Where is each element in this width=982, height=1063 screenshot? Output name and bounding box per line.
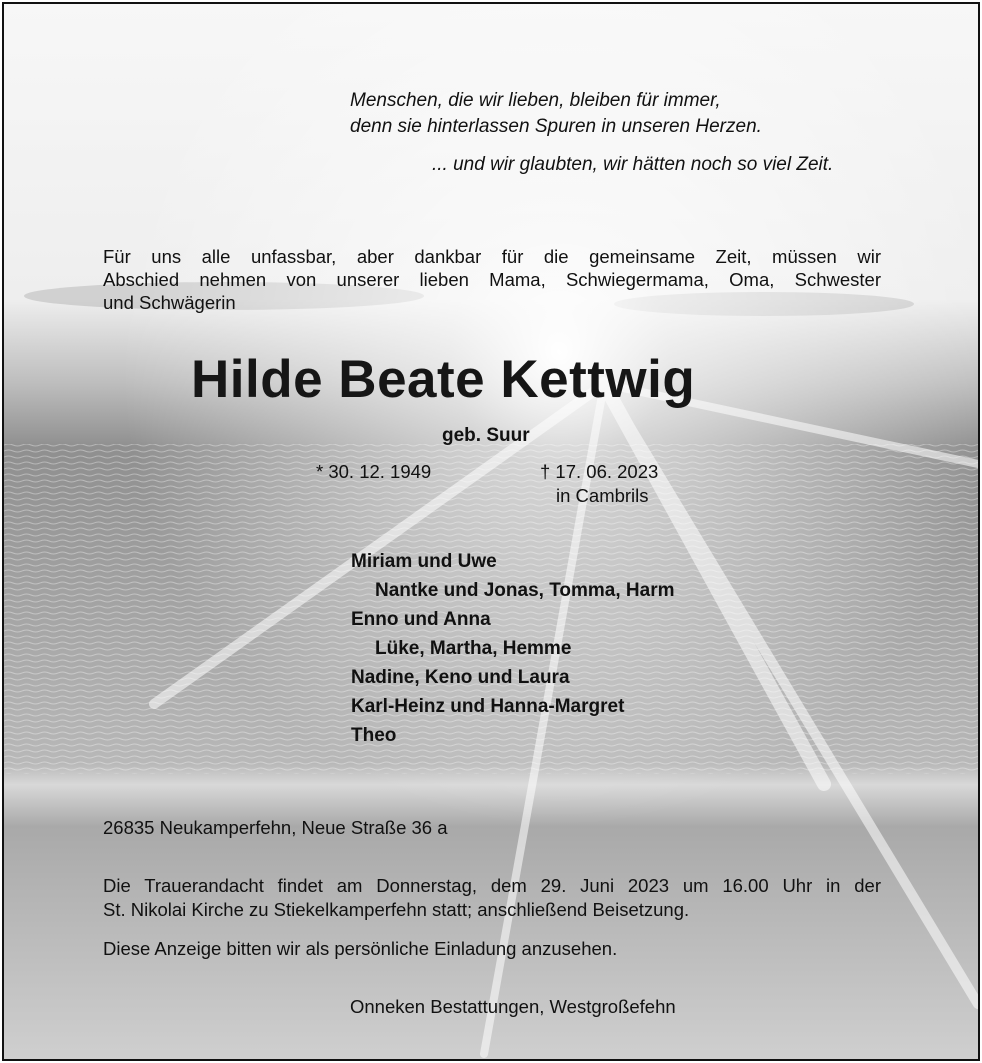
death-place: in Cambrils xyxy=(556,485,649,506)
address: 26835 Neukamperfehn, Neue Straße 36 a xyxy=(103,817,448,838)
maiden-name: geb. Suur xyxy=(442,425,530,446)
service-line-2: St. Nikolai Kirche zu Stiekelkamperfehn statt; anschließend Beisetzung. xyxy=(103,899,690,920)
intro-line-1: Für uns alle unfassbar, aber dankbar für die gemeinsame Zeit, müssen wir xyxy=(103,246,881,267)
service-line-1: Die Trauerandacht findet am Donnerstag, dem 29. Juni 2023 um 16.00 Uhr in der xyxy=(103,875,881,896)
intro-line-3: und Schwägerin xyxy=(103,292,236,313)
quote-line-2: denn sie hinterlassen Spuren in unseren Herzen. xyxy=(350,116,762,137)
family-line-5: Nadine, Keno und Laura xyxy=(351,667,570,688)
deceased-name: Hilde Beate Kettwig xyxy=(191,350,696,409)
family-line-6: Karl-Heinz und Hanna-Margret xyxy=(351,696,625,717)
quote-line-1: Menschen, die wir lieben, bleiben für immer, xyxy=(350,90,721,111)
intro-line-2: Abschied nehmen von unserer lieben Mama, Schwiegermama, Oma, Schwester xyxy=(103,269,881,290)
quote-line-3: ... und wir glaubten, wir hätten noch so viel Zeit. xyxy=(432,154,834,175)
family-line-2: Nantke und Jonas, Tomma, Harm xyxy=(375,580,675,601)
death-date: † 17. 06. 2023 xyxy=(540,461,659,482)
family-line-7: Theo xyxy=(351,725,397,746)
family-line-1: Miriam und Uwe xyxy=(351,551,497,572)
birth-date: * 30. 12. 1949 xyxy=(316,461,432,482)
family-line-3: Enno und Anna xyxy=(351,609,491,630)
obituary-frame xyxy=(2,2,980,1061)
invitation-note: Diese Anzeige bitten wir als persönliche Einladung anzusehen. xyxy=(103,938,618,959)
family-line-4: Lüke, Martha, Hemme xyxy=(375,638,572,659)
undertaker: Onneken Bestattungen, Westgroßefehn xyxy=(350,996,676,1017)
